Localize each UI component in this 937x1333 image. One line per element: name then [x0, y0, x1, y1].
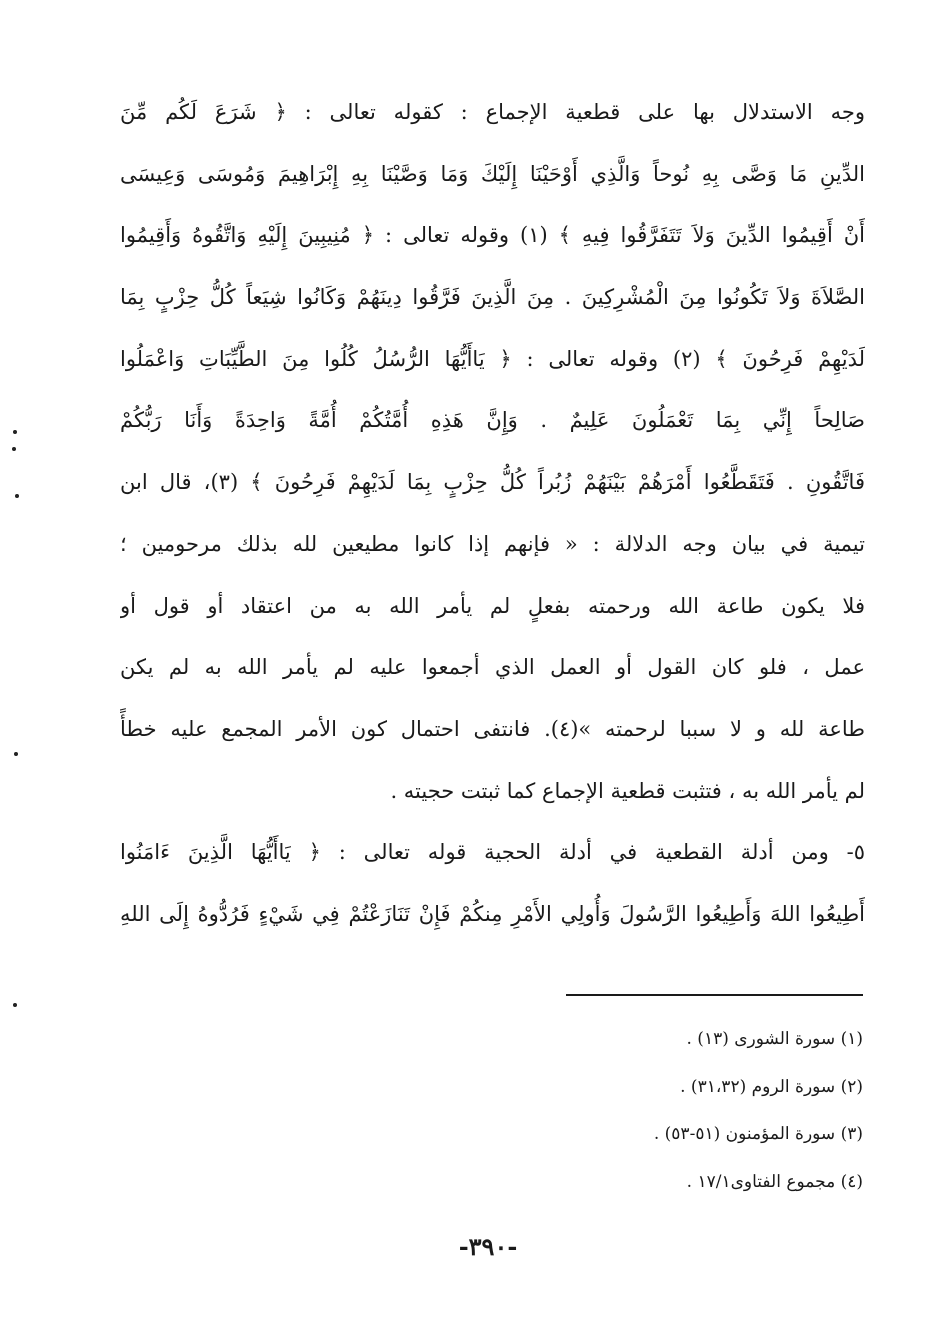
body-line: طاعة لله و لا سببا لرحمته »(٤). فانتفى احتمال كون الأمر المجمع عليه خطأً	[120, 716, 865, 741]
body-line: وجه الاستدلال بها على قطعية الإجماع : كقوله تعالى : ﴿ شَرَعَ لَكُم مِّنَ	[120, 100, 865, 124]
scan-speck	[13, 1003, 17, 1007]
body-line: لَدَيْهِمْ فَرِحُونَ ﴾ (٢) وقوله تعالى : ﴿ يَاأَيُّهَا الرُّسُلُ كُلُوا مِنَ الطَّيِّبَاتِ وَاعْمَلُوا	[120, 346, 865, 371]
scan-speck	[14, 752, 18, 756]
body-line: فلا يكون طاعة الله ورحمته بفعلٍ لم يأمر الله به من اعتقاد أو قول أو	[120, 593, 865, 618]
scan-speck	[15, 494, 19, 498]
body-line: الصَّلاَةَ وَلاَ تَكُونُوا مِنَ الْمُشْرِكِينَ . مِنَ الَّذِينَ فَرَّقُوا دِينَهُمْ وَكَانُوا شِيَعاً كُلُّ حِزْبٍ بِمَا	[120, 285, 865, 310]
body-line: الدِّينِ مَا وَصَّى بِهِ نُوحاً وَالَّذِي أَوْحَيْنَا إِلَيْكَ وَمَا وَصَّيْنَا بِهِ إِبْرَاهِيمَ وَمُوسَى وَعِيسَى	[120, 161, 865, 186]
body-text	[120, 82, 865, 946]
body-line: ٥- ومن أدلة القطعية في أدلة الحجية قوله تعالى : ﴿ يَاأَيُّهَا الَّذِينَ ءَامَنُوا	[120, 840, 865, 865]
body-line: لم يأمر الله به ، فتثبت قطعية الإجماع كما ثبتت حجيته .	[390, 778, 865, 803]
footnote: (٤) مجموع الفتاوى١٧/١ .	[686, 1171, 863, 1192]
body-line: صَالِحاً إِنِّي بِمَا تَعْمَلُونَ عَلِيمٌ . وَإِنَّ هَذِهِ أُمَّتُكُمْ أُمَّةً وَاحِدَةً وَأَنَا رَبُّكُمْ	[120, 408, 865, 433]
body-line: عمل ، فلو كان القول أو العمل الذي أجمعوا عليه لم يأمر الله به لم يكن	[120, 655, 865, 680]
footnote: (١) سورة الشورى (١٣) .	[686, 1029, 863, 1049]
body-line: أَطِيعُوا اللهَ وَأَطِيعُوا الرَّسُولَ وَأُولِي الأَمْرِ مِنكُمْ فَإِنْ تَنَازَعْتُمْ فِي شَيْءٍ فَرُدُّوهُ إِلَى اللهِ	[120, 901, 865, 926]
scan-speck	[12, 447, 16, 451]
footnote: (٢) سورة الروم (٣١،٣٢) .	[680, 1076, 863, 1097]
body-line: فَاتَّقُونِ . فَتَقَطَّعُوا أَمْرَهُمْ بَيْنَهُمْ زُبُراً كُلُّ حِزْبٍ بِمَا لَدَيْهِمْ فَرِحُونَ ﴾ (٣)، قال ابن	[120, 470, 865, 495]
body-line: تيمية في بيان وجه الدلالة : « فإنهم إذا كانوا مطيعين لله بذلك مرحومين ؛	[120, 531, 865, 556]
body-line: أَنْ أَقِيمُوا الدِّينَ وَلاَ تَتَفَرَّقُوا فِيهِ ﴾ (١) وقوله تعالى : ﴿ مُنِيبِينَ إِلَيْهِ وَاتَّقُوهُ وَأَقِيمُوا	[120, 223, 865, 248]
footnote-separator	[566, 994, 863, 996]
page-number: -٣٩٠-	[458, 1232, 518, 1261]
footnotes	[420, 1016, 863, 1206]
scan-speck	[13, 430, 17, 434]
footnote: (٣) سورة المؤمنون (٥١-٥٣) .	[653, 1124, 863, 1144]
